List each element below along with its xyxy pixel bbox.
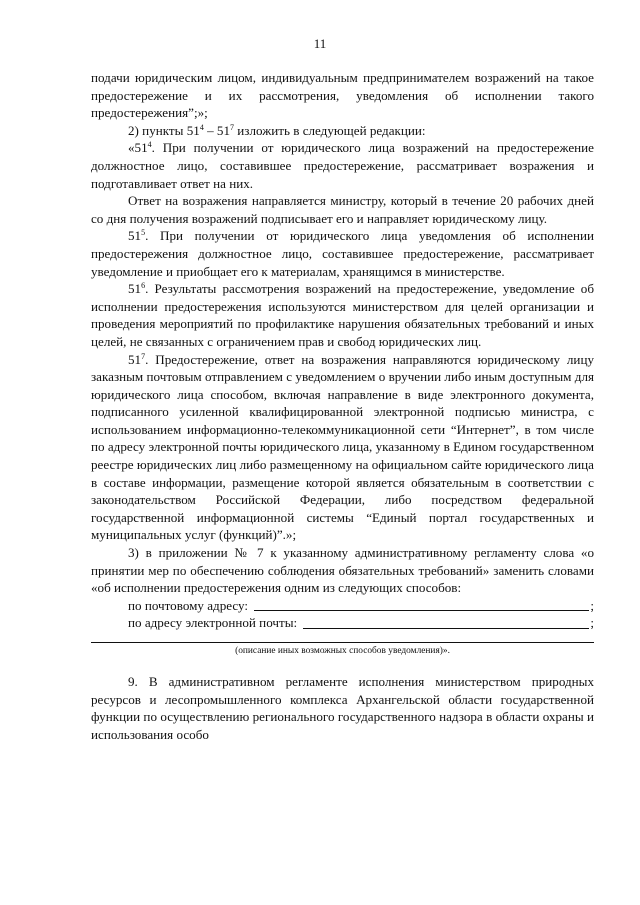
spacer xyxy=(91,657,594,673)
paragraph-item-2: 2) пункты $51^4 - 51^7$ изложить в следующей редакции: xyxy=(128,122,426,138)
fill-email-line xyxy=(303,616,589,629)
fill-email-label: по адресу электронной почты: xyxy=(128,615,301,631)
paragraph-51-4: «$51^4$. При получении от юридического лица возражений на предостережение должностное лицо, составившее предостережение, рассматривает возражения и подготавливает ответ на них. xyxy=(91,140,594,191)
paragraph-51-7: $51^7$. Предостережение, ответ на возражения направляются юридическому лицу заказным почтовым отправлением с уведомлением о вручении либо иным доступным для юридического лица способом, включая направление в виде электронного документа, подписанного усиленной квалифицированной электронной подписью министра, с использованием информационно-телекоммуникационной сети “Интернет”, в том числе по адресу электронной почты юридического лица, указанному в Едином государственном реестре юридических лиц либо размещенному на официальном сайте юридического лица в составе информации, размещение которой является обязательным в соответствии с законодательством Российской Федерации, либо посредством федеральной государственной информационной системы “Единый портал государственных и муниципальных услуг (функций)”.»; xyxy=(91,351,594,543)
fill-email-address: по адресу электронной почты: ; xyxy=(128,615,594,631)
fill-note: (описание иных возможных способов уведомления)». xyxy=(235,646,450,656)
paragraph-continuation: подачи юридическим лицом, индивидуальным предпринимателем возражений на такое предостережение и их рассмотрения, уведомления об исполнении такого предостережения”;»; xyxy=(91,70,594,121)
fill-postal-line xyxy=(254,598,589,611)
fill-postal-address: по почтовому адресу: ; xyxy=(128,597,594,613)
paragraph-reply: Ответ на возражения направляется министру, который в течение 20 рабочих дней со дня получения возражений подписывает его и направляет юридическому лицу. xyxy=(91,193,594,226)
fill-postal-label: по почтовому адресу: xyxy=(128,597,252,613)
paragraph-51-6: $51^6$. Результаты рассмотрения возражений на предостережение, уведомление об исполнении предостережения используются министерством для целей организации и проведения мероприятий по профилактике нарушения обязательных требований и иных целей, не связанных с ограничением прав и свобод юридических лиц. xyxy=(91,281,594,349)
document-body xyxy=(91,69,594,743)
paragraph-item-3: 3) в приложении № 7 к указанному административному регламенту слова «о принятии мер по обеспечению соблюдения обязательных требований» заменить словами «об исполнении предостережения одним из следующих способов: xyxy=(91,545,594,596)
paragraph-item-9: 9. В административном регламенте исполнения министерством природных ресурсов и лесопромышленного комплекса Архангельской области государственной функции по осуществлению регионального государственного надзора в области охраны и использования особо xyxy=(91,674,594,742)
page-number: 11 xyxy=(313,36,327,51)
paragraph-51-5: $51^5$. При получении от юридического лица уведомления об исполнении предостережения должностное лицо, составившее предостережение, рассматривает уведомление и приобщает его к материалам, хранящимся в министерстве. xyxy=(91,228,594,279)
fill-other-methods-line xyxy=(91,632,594,643)
